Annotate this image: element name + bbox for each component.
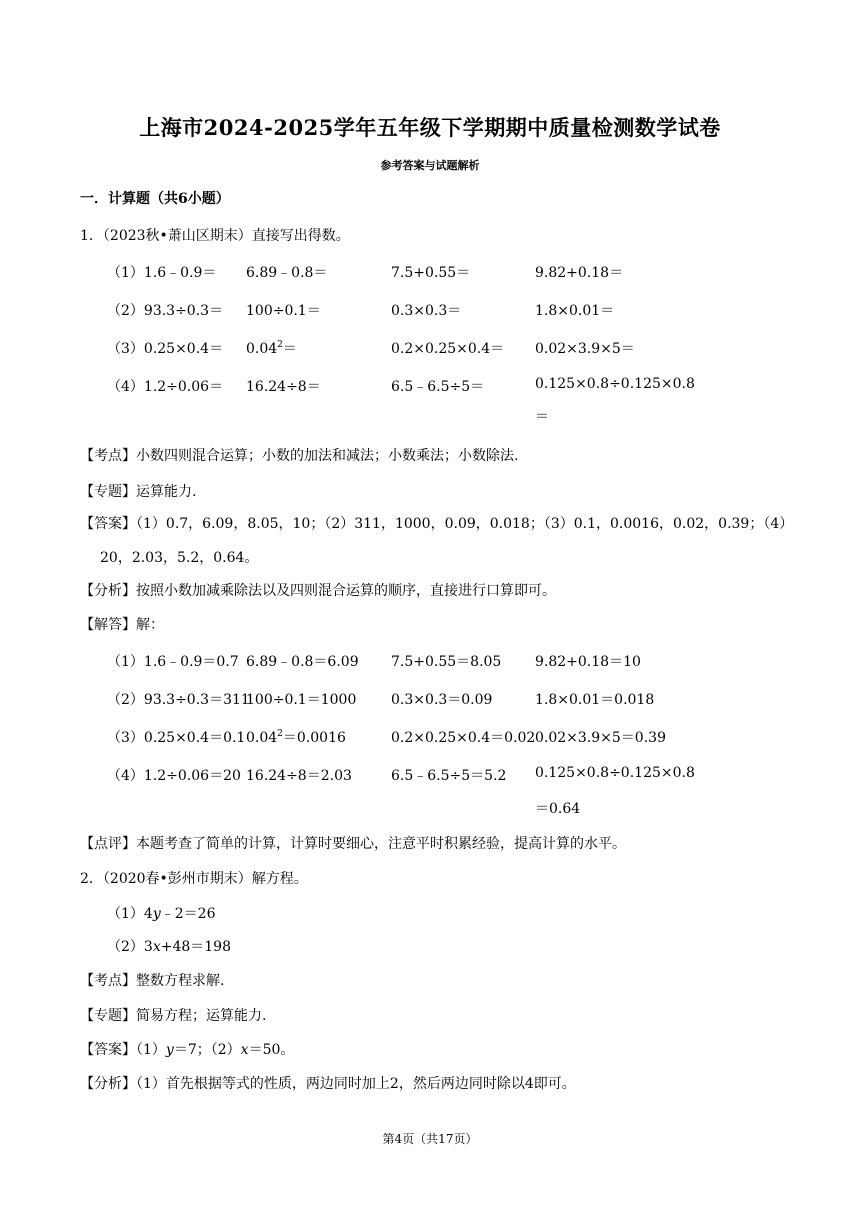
- q1-ans-r4-c3: 6.5﹣6.5÷5＝5.2: [391, 768, 507, 784]
- q1-r4-c4-cont: ＝: [535, 409, 549, 425]
- q2-equation-1: （1）4y﹣2＝26: [107, 906, 216, 922]
- q1-r1-c1: （1）1.6﹣0.9＝: [107, 265, 217, 281]
- q1-r2-c3: 0.3×0.3＝: [391, 303, 462, 319]
- q1-analysis: 【分析】按照小数加减乘除法以及四则混合运算的顺序，直接进行口算即可。: [80, 583, 556, 599]
- page-subtitle: 参考答案与试题解析: [380, 159, 480, 172]
- q1-ans-r4-c4: 0.125×0.8÷0.125×0.8: [535, 765, 695, 781]
- q1-answer-line2: 20，2.03，5.2，0.64。: [100, 550, 259, 566]
- q1-zhuanti: 【专题】运算能力.: [80, 484, 197, 500]
- q1-r4-c1: （4）1.2÷0.06＝: [107, 379, 224, 395]
- q2-equation-2: （2）3x+48＝198: [107, 939, 232, 955]
- q1-ans-r1-c2: 6.89﹣0.8＝6.09: [246, 654, 359, 670]
- q1-r4-c4: 0.125×0.8÷0.125×0.8: [535, 376, 695, 392]
- q1-stem: 1．（2023秋•萧山区期末）直接写出得数。: [80, 228, 350, 244]
- q1-ans-r2-c4: 1.8×0.01＝0.018: [535, 692, 655, 708]
- q2-stem: 2．（2020春•彭州市期末）解方程。: [80, 871, 308, 887]
- q1-r3-c1: （3）0.25×0.4＝: [107, 341, 224, 357]
- q1-r2-c1: （2）93.3÷0.3＝: [107, 303, 224, 319]
- page-title: 上海市2024-2025学年五年级下学期期中质量检测数学试卷: [139, 115, 721, 140]
- page-footer: 第4页（共17页）: [382, 1132, 478, 1146]
- q1-ans-r4-c1: （4）1.2÷0.06＝20: [107, 768, 241, 784]
- q1-review: 【点评】本题考查了简单的计算，计算时要细心，注意平时积累经验，提高计算的水平。: [80, 836, 626, 852]
- q1-r3-c2: $0.04^2=$: [246, 340, 297, 357]
- q1-solution-label: 【解答】解：: [80, 617, 164, 633]
- q1-answer-line1: 【答案】（1）0.7，6.09，8.05，10；（2）311，1000，0.09，0.018；（3）0.1，0.0016，0.02，0.39；（4）: [80, 516, 794, 532]
- q2-zhuanti: 【专题】简易方程；运算能力.: [80, 1008, 267, 1024]
- q1-ans-r2-c2: 100÷0.1＝1000: [246, 692, 357, 708]
- q1-ans-r3-c3: 0.2×0.25×0.4＝0.02: [391, 730, 536, 746]
- q2-kaodian: 【考点】整数方程求解.: [80, 973, 225, 989]
- q1-r1-c3: 7.5+0.55＝: [391, 265, 471, 281]
- q1-ans-r1-c4: 9.82+0.18＝10: [535, 654, 641, 670]
- q1-ans-r1-c1: （1）1.6﹣0.9＝0.7: [107, 654, 239, 670]
- q1-r3-c3: 0.2×0.25×0.4＝: [391, 341, 505, 357]
- q1-kaodian: 【考点】小数四则混合运算；小数的加法和减法；小数乘法；小数除法.: [80, 448, 519, 464]
- q1-ans-r3-c2: $0.04^2=0.0016$: [246, 729, 346, 746]
- q1-ans-r2-c1: （2）93.3÷0.3＝311: [107, 692, 250, 708]
- q1-r4-c2: 16.24÷8＝: [246, 379, 321, 395]
- q2-answer: 【答案】（1）y＝7；（2）x＝50。: [80, 1042, 295, 1058]
- q2-analysis: 【分析】（1）首先根据等式的性质，两边同时加上2，然后两边同时除以4即可。: [80, 1076, 576, 1092]
- q1-r3-c4: 0.02×3.9×5＝: [535, 341, 635, 357]
- q1-ans-r1-c3: 7.5+0.55＝8.05: [391, 654, 502, 670]
- q1-r2-c2: 100÷0.1＝: [246, 303, 321, 319]
- q1-ans-r3-c1: （3）0.25×0.4＝0.1: [107, 730, 246, 746]
- q1-r4-c3: 6.5﹣6.5÷5＝: [391, 379, 485, 395]
- section-heading: 一．计算题（共6小题）: [80, 191, 230, 207]
- q1-ans-r4-c2: 16.24÷8＝2.03: [246, 768, 352, 784]
- q1-r2-c4: 1.8×0.01＝: [535, 303, 615, 319]
- q1-ans-r4-c4-cont: ＝0.64: [535, 801, 581, 817]
- q1-ans-r2-c3: 0.3×0.3＝0.09: [391, 692, 493, 708]
- q1-r1-c4: 9.82+0.18＝: [535, 265, 624, 281]
- q1-ans-r3-c4: 0.02×3.9×5＝0.39: [535, 730, 666, 746]
- q1-r1-c2: 6.89﹣0.8＝: [246, 265, 328, 281]
